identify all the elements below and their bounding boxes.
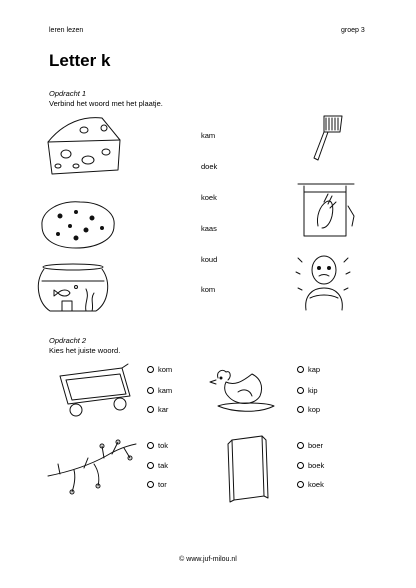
word-koud[interactable]: koud [201, 255, 218, 264]
book-picture [224, 434, 272, 504]
radio-circle[interactable] [147, 462, 154, 469]
radio-circle[interactable] [297, 406, 304, 413]
option-label: kop [308, 405, 321, 414]
radio-circle[interactable] [147, 406, 154, 413]
option-label: tak [158, 461, 169, 470]
branch-picture [44, 436, 140, 496]
comb-picture [306, 112, 348, 162]
opdracht2-instruction: Kies het juiste woord. [49, 346, 121, 355]
option-boer[interactable] [297, 441, 323, 450]
radio-circle[interactable] [147, 366, 154, 373]
page-title: Letter k [49, 51, 111, 70]
option-label: kom [158, 365, 173, 374]
header-left: leren lezen [49, 27, 84, 34]
option-kar[interactable] [147, 405, 168, 414]
option-label: tok [158, 441, 169, 450]
wagon-picture [52, 362, 134, 418]
radio-circle[interactable] [147, 481, 154, 488]
word-kom[interactable]: kom [201, 285, 216, 294]
opdracht1-label: Opdracht 1 [49, 89, 87, 98]
radio-circle[interactable] [147, 387, 154, 394]
option-kom[interactable] [147, 365, 172, 374]
radio-circle[interactable] [297, 462, 304, 469]
option-kam[interactable] [147, 386, 172, 395]
opdracht1-instruction: Verbind het woord met het plaatje. [49, 99, 163, 108]
option-label: kam [158, 386, 173, 395]
radio-circle[interactable] [147, 442, 154, 449]
chicken-picture [208, 364, 280, 418]
word-doek[interactable]: doek [201, 162, 218, 171]
radio-circle[interactable] [297, 442, 304, 449]
towel-picture [296, 176, 358, 240]
radio-circle[interactable] [297, 481, 304, 488]
option-boek[interactable] [297, 461, 324, 470]
word-koek[interactable]: koek [201, 193, 217, 202]
option-label: kar [158, 405, 169, 414]
header-right: groep 3 [341, 27, 365, 34]
option-kip[interactable] [297, 386, 318, 395]
option-koek[interactable] [297, 480, 324, 489]
option-tor[interactable] [147, 480, 167, 489]
cheese-picture [44, 112, 124, 178]
option-label: boek [308, 461, 325, 470]
radio-circle[interactable] [297, 387, 304, 394]
option-tak[interactable] [147, 461, 168, 470]
opdracht2-label: Opdracht 2 [49, 336, 87, 345]
fishbowl-picture [36, 263, 110, 315]
option-label: kip [308, 386, 318, 395]
option-kop[interactable] [297, 405, 320, 414]
cookie-picture [36, 196, 120, 252]
footer-copyright: © www.juf-milou.nl [179, 556, 237, 563]
option-label: kap [308, 365, 321, 374]
option-label: koek [308, 480, 324, 489]
option-kap[interactable] [297, 365, 320, 374]
option-label: tor [158, 480, 167, 489]
word-kam[interactable]: kam [201, 131, 216, 140]
option-label: boer [308, 441, 324, 450]
radio-circle[interactable] [297, 366, 304, 373]
cold-person-picture [294, 248, 354, 314]
word-kaas[interactable]: kaas [201, 224, 217, 233]
option-tok[interactable] [147, 441, 168, 450]
